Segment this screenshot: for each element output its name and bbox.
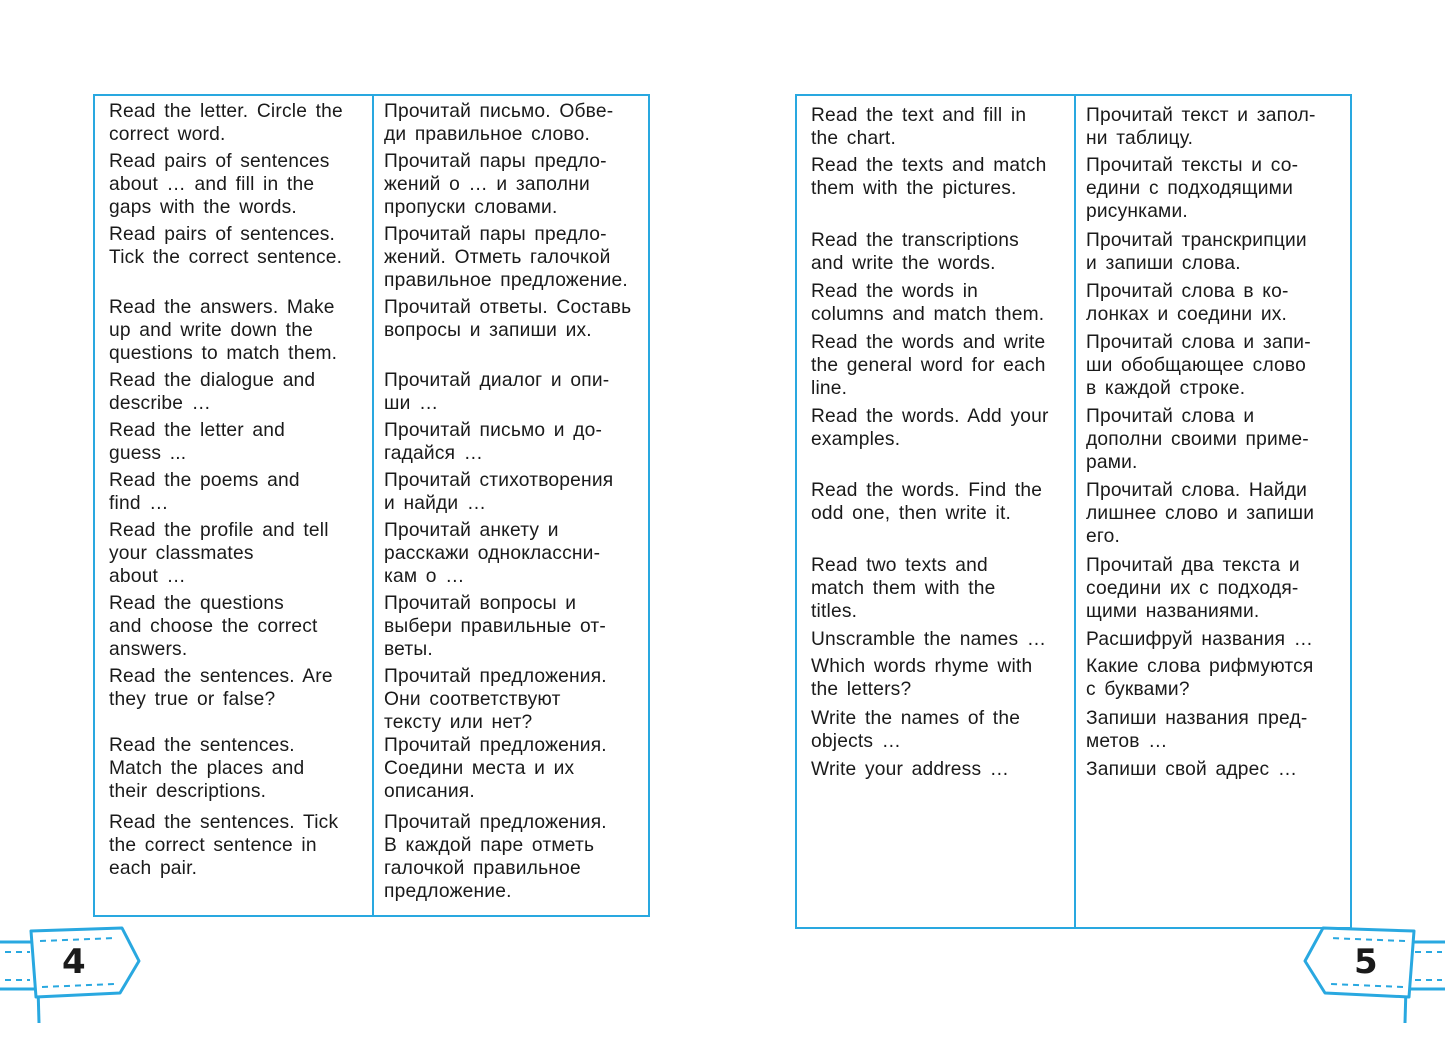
right-russian-instruction: Расшифруй названия … xyxy=(1086,629,1314,650)
left-row xyxy=(95,665,648,734)
right-english-instruction: Read the words in columns and match them. xyxy=(811,281,1045,325)
left-english-instruction: Read the sentences. Tick the correct sentence in each pair. xyxy=(109,812,339,879)
left-english-instruction: Read the questions and choose the correct answers. xyxy=(109,593,318,660)
right-row xyxy=(797,655,1350,701)
right-english-instruction: Read the words. Add your examples. xyxy=(811,406,1049,450)
left-russian-instruction: Прочитай письмо и до- гадайся … xyxy=(384,420,603,464)
right-russian-instruction: Прочитай два текста и соедини их с подходя- щими названиями. xyxy=(1086,555,1300,622)
right-english-instruction: Read the words and write the general word for each line. xyxy=(811,332,1046,399)
right-english-instruction: Read the words. Find the odd one, then write it. xyxy=(811,480,1043,524)
left-english-instruction: Read the letter. Circle the correct word. xyxy=(109,101,343,145)
left-row xyxy=(95,223,648,292)
right-russian-instruction: Прочитай слова и запи- ши обобщающее слово в каждой строке. xyxy=(1086,332,1311,399)
right-rows xyxy=(797,96,1350,927)
right-row xyxy=(797,154,1350,223)
right-english-instruction: Write your address … xyxy=(811,759,1010,780)
right-russian-instruction: Прочитай тексты и со- едини с подходящими рисунками. xyxy=(1086,155,1299,222)
right-russian-instruction: Запиши названия пред- метов … xyxy=(1086,708,1308,752)
left-russian-instruction: Прочитай анкету и расскажи одноклассни- кам о … xyxy=(384,520,601,587)
left-russian-instruction: Прочитай пары предло- жений. Отметь галочкой правильное предложение. xyxy=(384,224,628,291)
page-number-left: 4 xyxy=(62,942,86,982)
right-row xyxy=(797,758,1350,781)
page-number-right: 5 xyxy=(1354,942,1378,982)
right-russian-instruction: Прочитай слова. Найди лишнее слово и запиши его. xyxy=(1086,480,1315,547)
right-row xyxy=(797,280,1350,326)
left-english-instruction: Read the sentences. Are they true or false? xyxy=(109,666,333,710)
left-english-instruction: Read the profile and tell your classmates about … xyxy=(109,520,329,587)
right-row xyxy=(797,707,1350,753)
left-english-instruction: Read the poems and find … xyxy=(109,470,300,514)
left-russian-instruction: Прочитай письмо. Обве- ди правильное слово. xyxy=(384,101,614,145)
left-russian-instruction: Прочитай предложения. Они соответствуют тексту или нет? xyxy=(384,666,607,733)
right-instruction-table xyxy=(795,94,1352,929)
left-row xyxy=(95,369,648,415)
left-russian-instruction: Прочитай вопросы и выбери правильные от- веты. xyxy=(384,593,607,660)
left-english-instruction: Read the sentences. Match the places and their descriptions. xyxy=(109,735,305,802)
left-instruction-table xyxy=(93,94,650,917)
left-rows xyxy=(95,96,648,915)
left-english-instruction: Read pairs of sentences about … and fill in the gaps with the words. xyxy=(109,151,330,218)
right-english-instruction: Read two texts and match them with the titles. xyxy=(811,555,996,622)
left-russian-instruction: Прочитай предложения. Соедини места и их описания. xyxy=(384,735,607,802)
page-number-tag-right xyxy=(1300,925,1445,1030)
left-row xyxy=(95,100,648,146)
right-russian-instruction: Прочитай слова в ко- лонках и соедини их. xyxy=(1086,281,1289,325)
right-english-instruction: Unscramble the names … xyxy=(811,629,1047,650)
page-number-tag-left xyxy=(0,925,145,1030)
right-row xyxy=(797,331,1350,400)
right-row xyxy=(797,229,1350,275)
left-row xyxy=(95,592,648,661)
left-row xyxy=(95,811,648,903)
left-row xyxy=(95,150,648,219)
right-russian-instruction: Запиши свой адрес … xyxy=(1086,759,1298,780)
right-russian-instruction: Какие слова рифмуются с буквами? xyxy=(1086,656,1314,700)
left-russian-instruction: Прочитай предложения. В каждой паре отметь галочкой правильное предложение. xyxy=(384,812,607,902)
left-row xyxy=(95,419,648,465)
left-russian-instruction: Прочитай пары предло- жений о … и заполни пропуски словами. xyxy=(384,151,607,218)
left-russian-instruction: Прочитай стихотворения и найди … xyxy=(384,470,614,514)
right-row xyxy=(797,104,1350,150)
right-russian-instruction: Прочитай текст и запол- ни таблицу. xyxy=(1086,105,1316,149)
right-row xyxy=(797,405,1350,474)
right-english-instruction: Write the names of the objects … xyxy=(811,708,1021,752)
right-russian-instruction: Прочитай слова и дополни своими приме- рами. xyxy=(1086,406,1309,473)
left-russian-instruction: Прочитай ответы. Составь вопросы и запиши их. xyxy=(384,297,632,341)
right-english-instruction: Which words rhyme with the letters? xyxy=(811,656,1033,700)
left-row xyxy=(95,469,648,515)
left-row xyxy=(95,734,648,803)
right-english-instruction: Read the texts and match them with the pictures. xyxy=(811,155,1047,199)
right-row xyxy=(797,628,1350,651)
left-english-instruction: Read the dialogue and describe … xyxy=(109,370,316,414)
right-row xyxy=(797,554,1350,623)
left-row xyxy=(95,519,648,588)
right-row xyxy=(797,479,1350,548)
left-row xyxy=(95,296,648,365)
right-english-instruction: Read the text and fill in the chart. xyxy=(811,105,1027,149)
left-english-instruction: Read the letter and guess ... xyxy=(109,420,286,464)
right-russian-instruction: Прочитай транскрипции и запиши слова. xyxy=(1086,230,1307,274)
left-english-instruction: Read pairs of sentences. Tick the correct sentence. xyxy=(109,224,343,268)
left-russian-instruction: Прочитай диалог и опи- ши … xyxy=(384,370,610,414)
right-english-instruction: Read the transcriptions and write the words. xyxy=(811,230,1019,274)
left-english-instruction: Read the answers. Make up and write down the questions to match them. xyxy=(109,297,338,364)
